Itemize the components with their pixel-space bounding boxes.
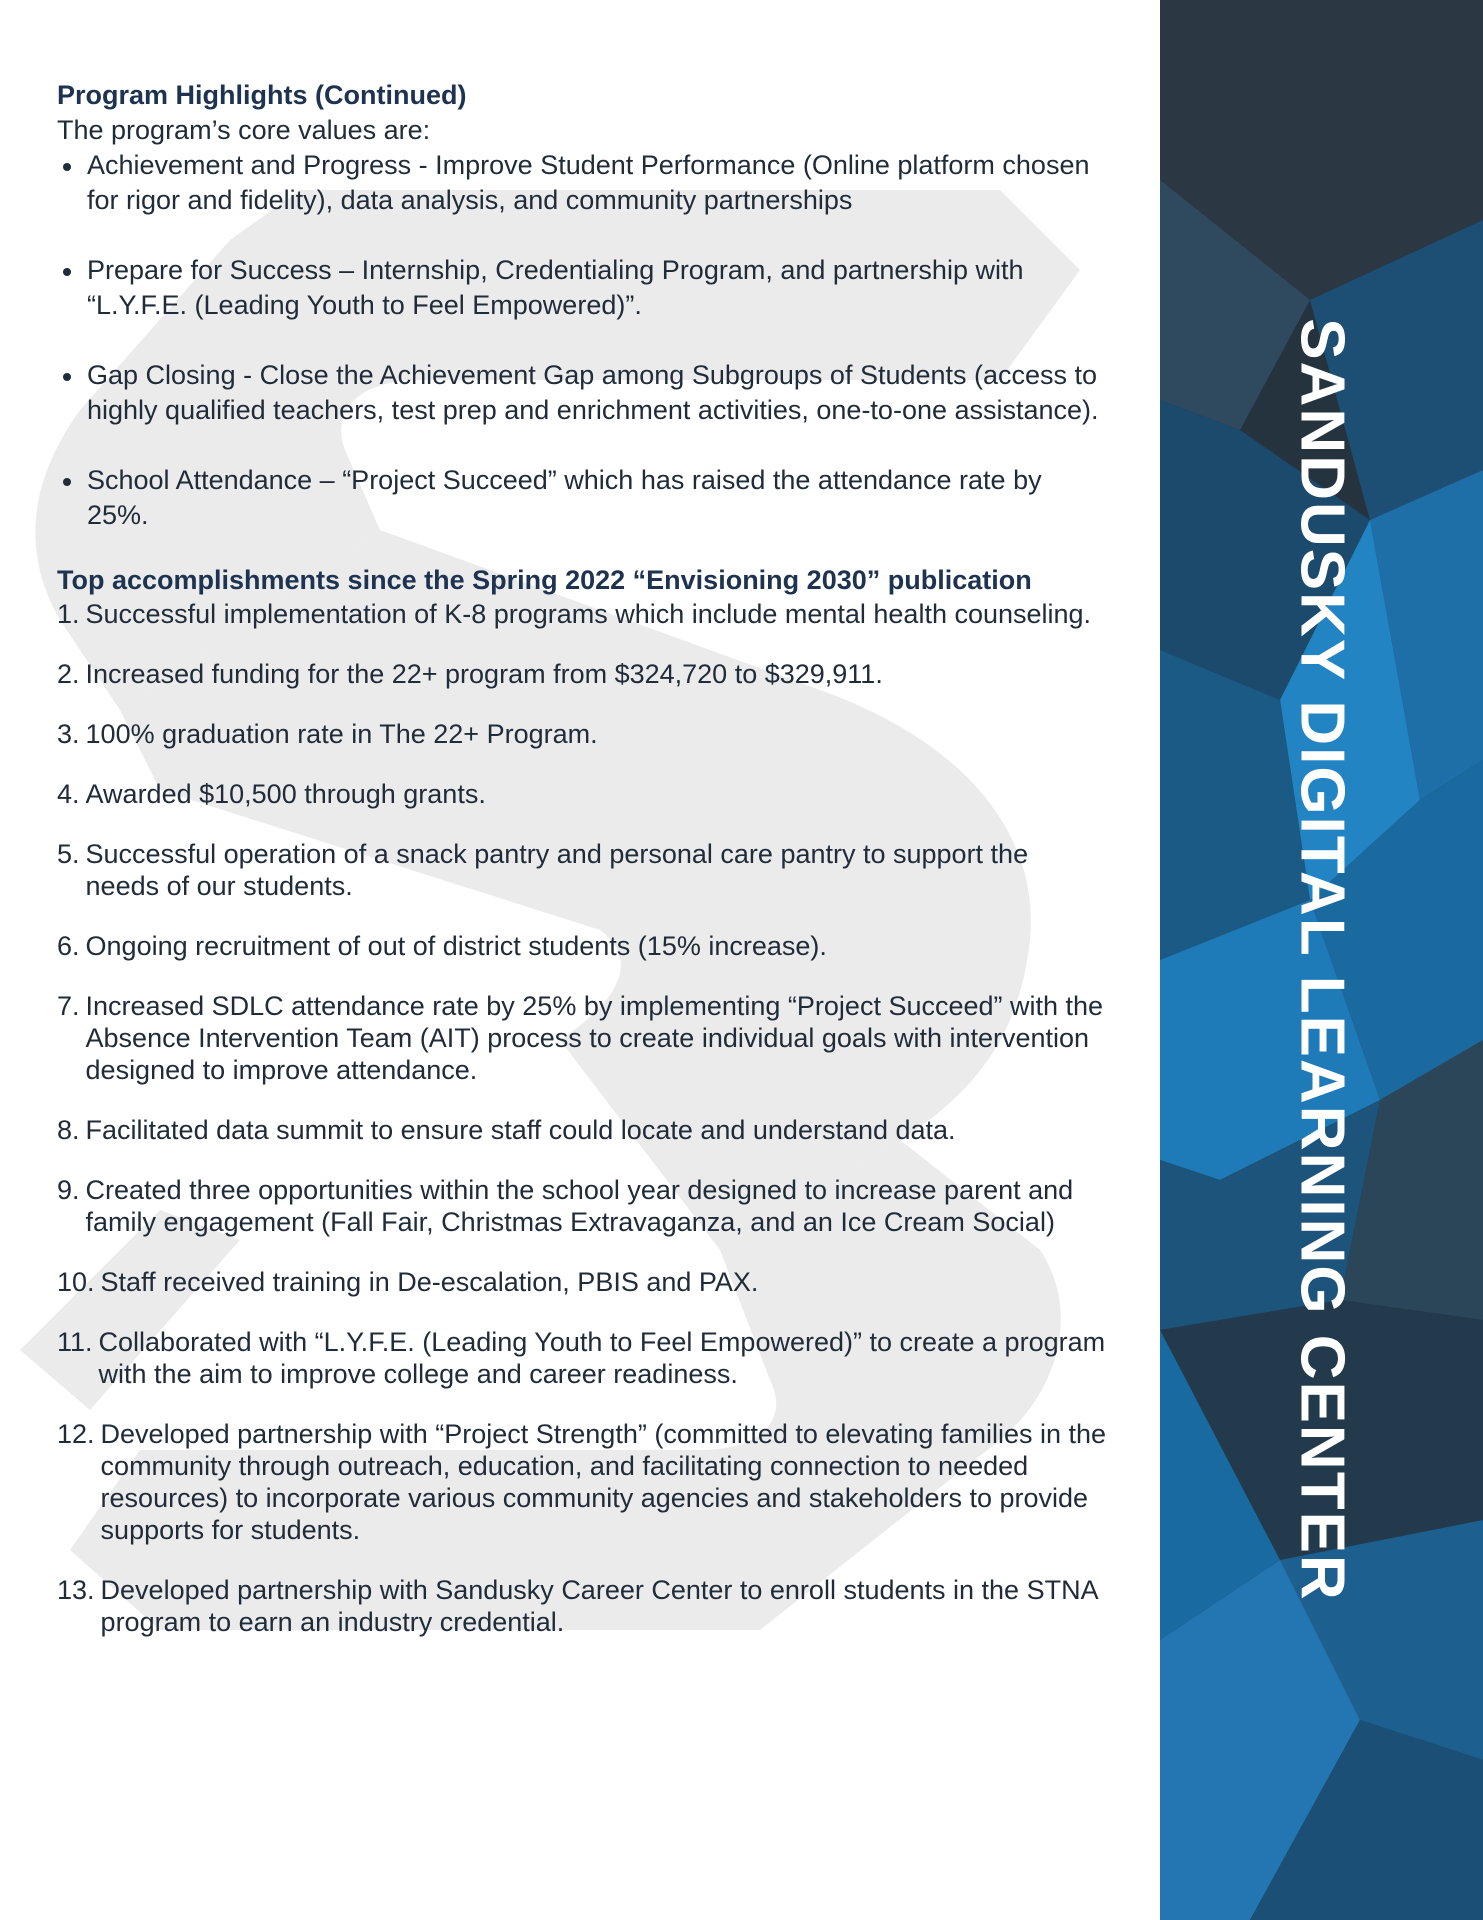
list-item	[57, 838, 1107, 902]
list-item	[57, 1418, 1107, 1546]
list-item	[57, 658, 1107, 690]
list-item: Achievement and Progress - Improve Student Performance (Online platform chosen for rigor and fidelity), data analysis, and community partnerships	[57, 148, 1107, 218]
item-text: Developed partnership with “Project Strength” (committed to elevating families in the community through outreach, education, and facilitating connection to needed resources) to incorporate various community agencies and stakeholders to provide supports for students.	[100, 1419, 1107, 1545]
item-number: 4.	[57, 779, 80, 809]
list-item	[57, 1574, 1107, 1638]
list-item	[57, 1114, 1107, 1146]
core-values-list	[57, 148, 1107, 533]
list-item	[57, 1266, 1107, 1298]
item-text: Ongoing recruitment of out of district students (15% increase).	[85, 931, 827, 961]
accomplishments-list	[57, 598, 1107, 1638]
item-number: 7.	[57, 991, 80, 1021]
item-text: Facilitated data summit to ensure staff could locate and understand data.	[85, 1115, 956, 1145]
item-text: 100% graduation rate in The 22+ Program.	[85, 719, 598, 749]
list-item: School Attendance – “Project Succeed” which has raised the attendance rate by 25%.	[57, 463, 1107, 533]
item-number: 3.	[57, 719, 80, 749]
item-text: Staff received training in De-escalation, PBIS and PAX.	[100, 1267, 759, 1297]
list-item	[57, 598, 1107, 630]
item-text: Created three opportunities within the school year designed to increase parent and family engagement (Fall Fair, Christmas Extravaganza, and an Ice Cream Social)	[85, 1175, 1074, 1237]
item-text: Awarded $10,500 through grants.	[85, 779, 486, 809]
list-item	[57, 930, 1107, 962]
list-item: Prepare for Success – Internship, Credentialing Program, and partnership with “L.Y.F.E. (Leading Youth to Feel Empowered)”.	[57, 253, 1107, 323]
item-number: 1.	[57, 599, 80, 629]
item-text: Collaborated with “L.Y.F.E. (Leading Youth to Feel Empowered)” to create a program with the aim to improve college and career readiness.	[98, 1327, 1106, 1389]
item-number: 9.	[57, 1175, 80, 1205]
item-number: 11.	[57, 1327, 93, 1357]
list-item	[57, 1174, 1107, 1238]
list-item	[57, 1326, 1107, 1390]
item-text: Successful operation of a snack pantry and personal care pantry to support the needs of our students.	[85, 839, 1029, 901]
item-text: Successful implementation of K-8 programs which include mental health counseling.	[85, 599, 1092, 629]
item-number: 8.	[57, 1115, 80, 1145]
item-text: Increased funding for the 22+ program from $324,720 to $329,911.	[85, 659, 883, 689]
highlights-intro: The program’s core values are:	[57, 115, 431, 145]
sidebar-title: SANDUSKY DIGITAL LEARNING CENTER	[1287, 318, 1357, 1602]
highlights-heading: Program Highlights (Continued)	[57, 80, 467, 110]
item-number: 5.	[57, 839, 80, 869]
main-content	[57, 78, 1107, 1666]
list-item	[57, 778, 1107, 810]
item-number: 12.	[57, 1419, 95, 1449]
item-number: 13.	[57, 1575, 95, 1605]
list-item	[57, 990, 1107, 1086]
item-number: 6.	[57, 931, 80, 961]
list-item: Gap Closing - Close the Achievement Gap among Subgroups of Students (access to highly qualified teachers, test prep and enrichment activities, one-to-one assistance).	[57, 358, 1107, 428]
item-text: Developed partnership with Sandusky Career Center to enroll students in the STNA program to earn an industry credential.	[100, 1575, 1098, 1637]
list-item	[57, 718, 1107, 750]
item-number: 10.	[57, 1267, 95, 1297]
accomplishments-heading: Top accomplishments since the Spring 2022 “Envisioning 2030” publication	[57, 565, 1032, 595]
item-text: Increased SDLC attendance rate by 25% by implementing “Project Succeed” with the Absence Intervention Team (AIT) process to create individual goals with intervention designed to improve attendance.	[85, 991, 1104, 1085]
item-number: 2.	[57, 659, 80, 689]
